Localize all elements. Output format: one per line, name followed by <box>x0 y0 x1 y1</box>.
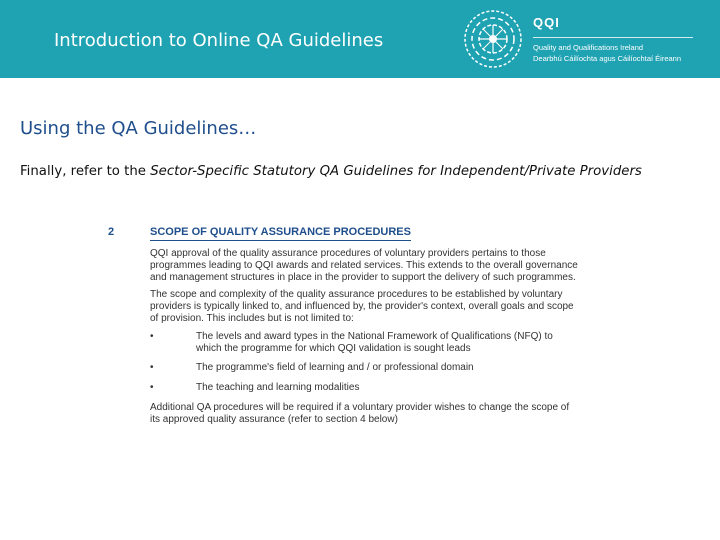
org-name-english: Quality and Qualifications Ireland <box>533 43 644 52</box>
bullet-icon: • <box>150 362 154 374</box>
header-bar <box>0 0 720 78</box>
slide-heading: Using the QA Guidelines… <box>20 118 257 139</box>
paragraph-2: The scope and complexity of the quality assurance procedures to be established by voluntary providers is typically linked to, and influenced by, the provider's context, overall goals and scope of provision. This includes but is not limited to: <box>150 289 574 324</box>
bullet-list <box>150 331 578 394</box>
bullet-text: The levels and award types in the National Framework of Qualifications (NFQ) to which the programme for which QQI validation is sought leads <box>196 330 553 354</box>
intro-prefix: Finally, refer to the <box>20 164 151 179</box>
list-item <box>150 382 578 394</box>
org-divider <box>533 37 693 38</box>
bullet-icon: • <box>150 382 154 394</box>
intro-text <box>20 164 642 179</box>
bullet-text: The teaching and learning modalities <box>196 382 360 394</box>
list-item <box>150 362 578 374</box>
org-short-name: QQI <box>533 15 560 30</box>
bullet-text: The programme's field of learning and / or professional domain <box>196 362 474 374</box>
section-number: 2 <box>108 226 115 238</box>
paragraph-3: Additional QA procedures will be required if a voluntary provider wishes to change the scope of its approved quality assurance (refer to section 4 below) <box>150 401 570 425</box>
section-body <box>150 248 578 432</box>
bullet-icon: • <box>150 330 154 342</box>
header-title: Introduction to Online QA Guidelines <box>54 30 384 51</box>
qqi-logo-icon <box>462 8 524 70</box>
list-item <box>150 331 578 355</box>
section-title: SCOPE OF QUALITY ASSURANCE PROCEDURES <box>150 226 411 241</box>
org-name-irish: Dearbhú Cáilíochta agus Cáilíochtaí Éireann <box>533 54 682 63</box>
intro-emphasis: Sector-Specific Statutory QA Guidelines for Independent/Private Providers <box>150 164 642 179</box>
paragraph-1: QQI approval of the quality assurance procedures of voluntary providers pertains to those programmes leading to QQI awards and related services. This extends to the overall governance and management structures in place in the provider to support the delivery of such programmes. <box>150 248 578 283</box>
